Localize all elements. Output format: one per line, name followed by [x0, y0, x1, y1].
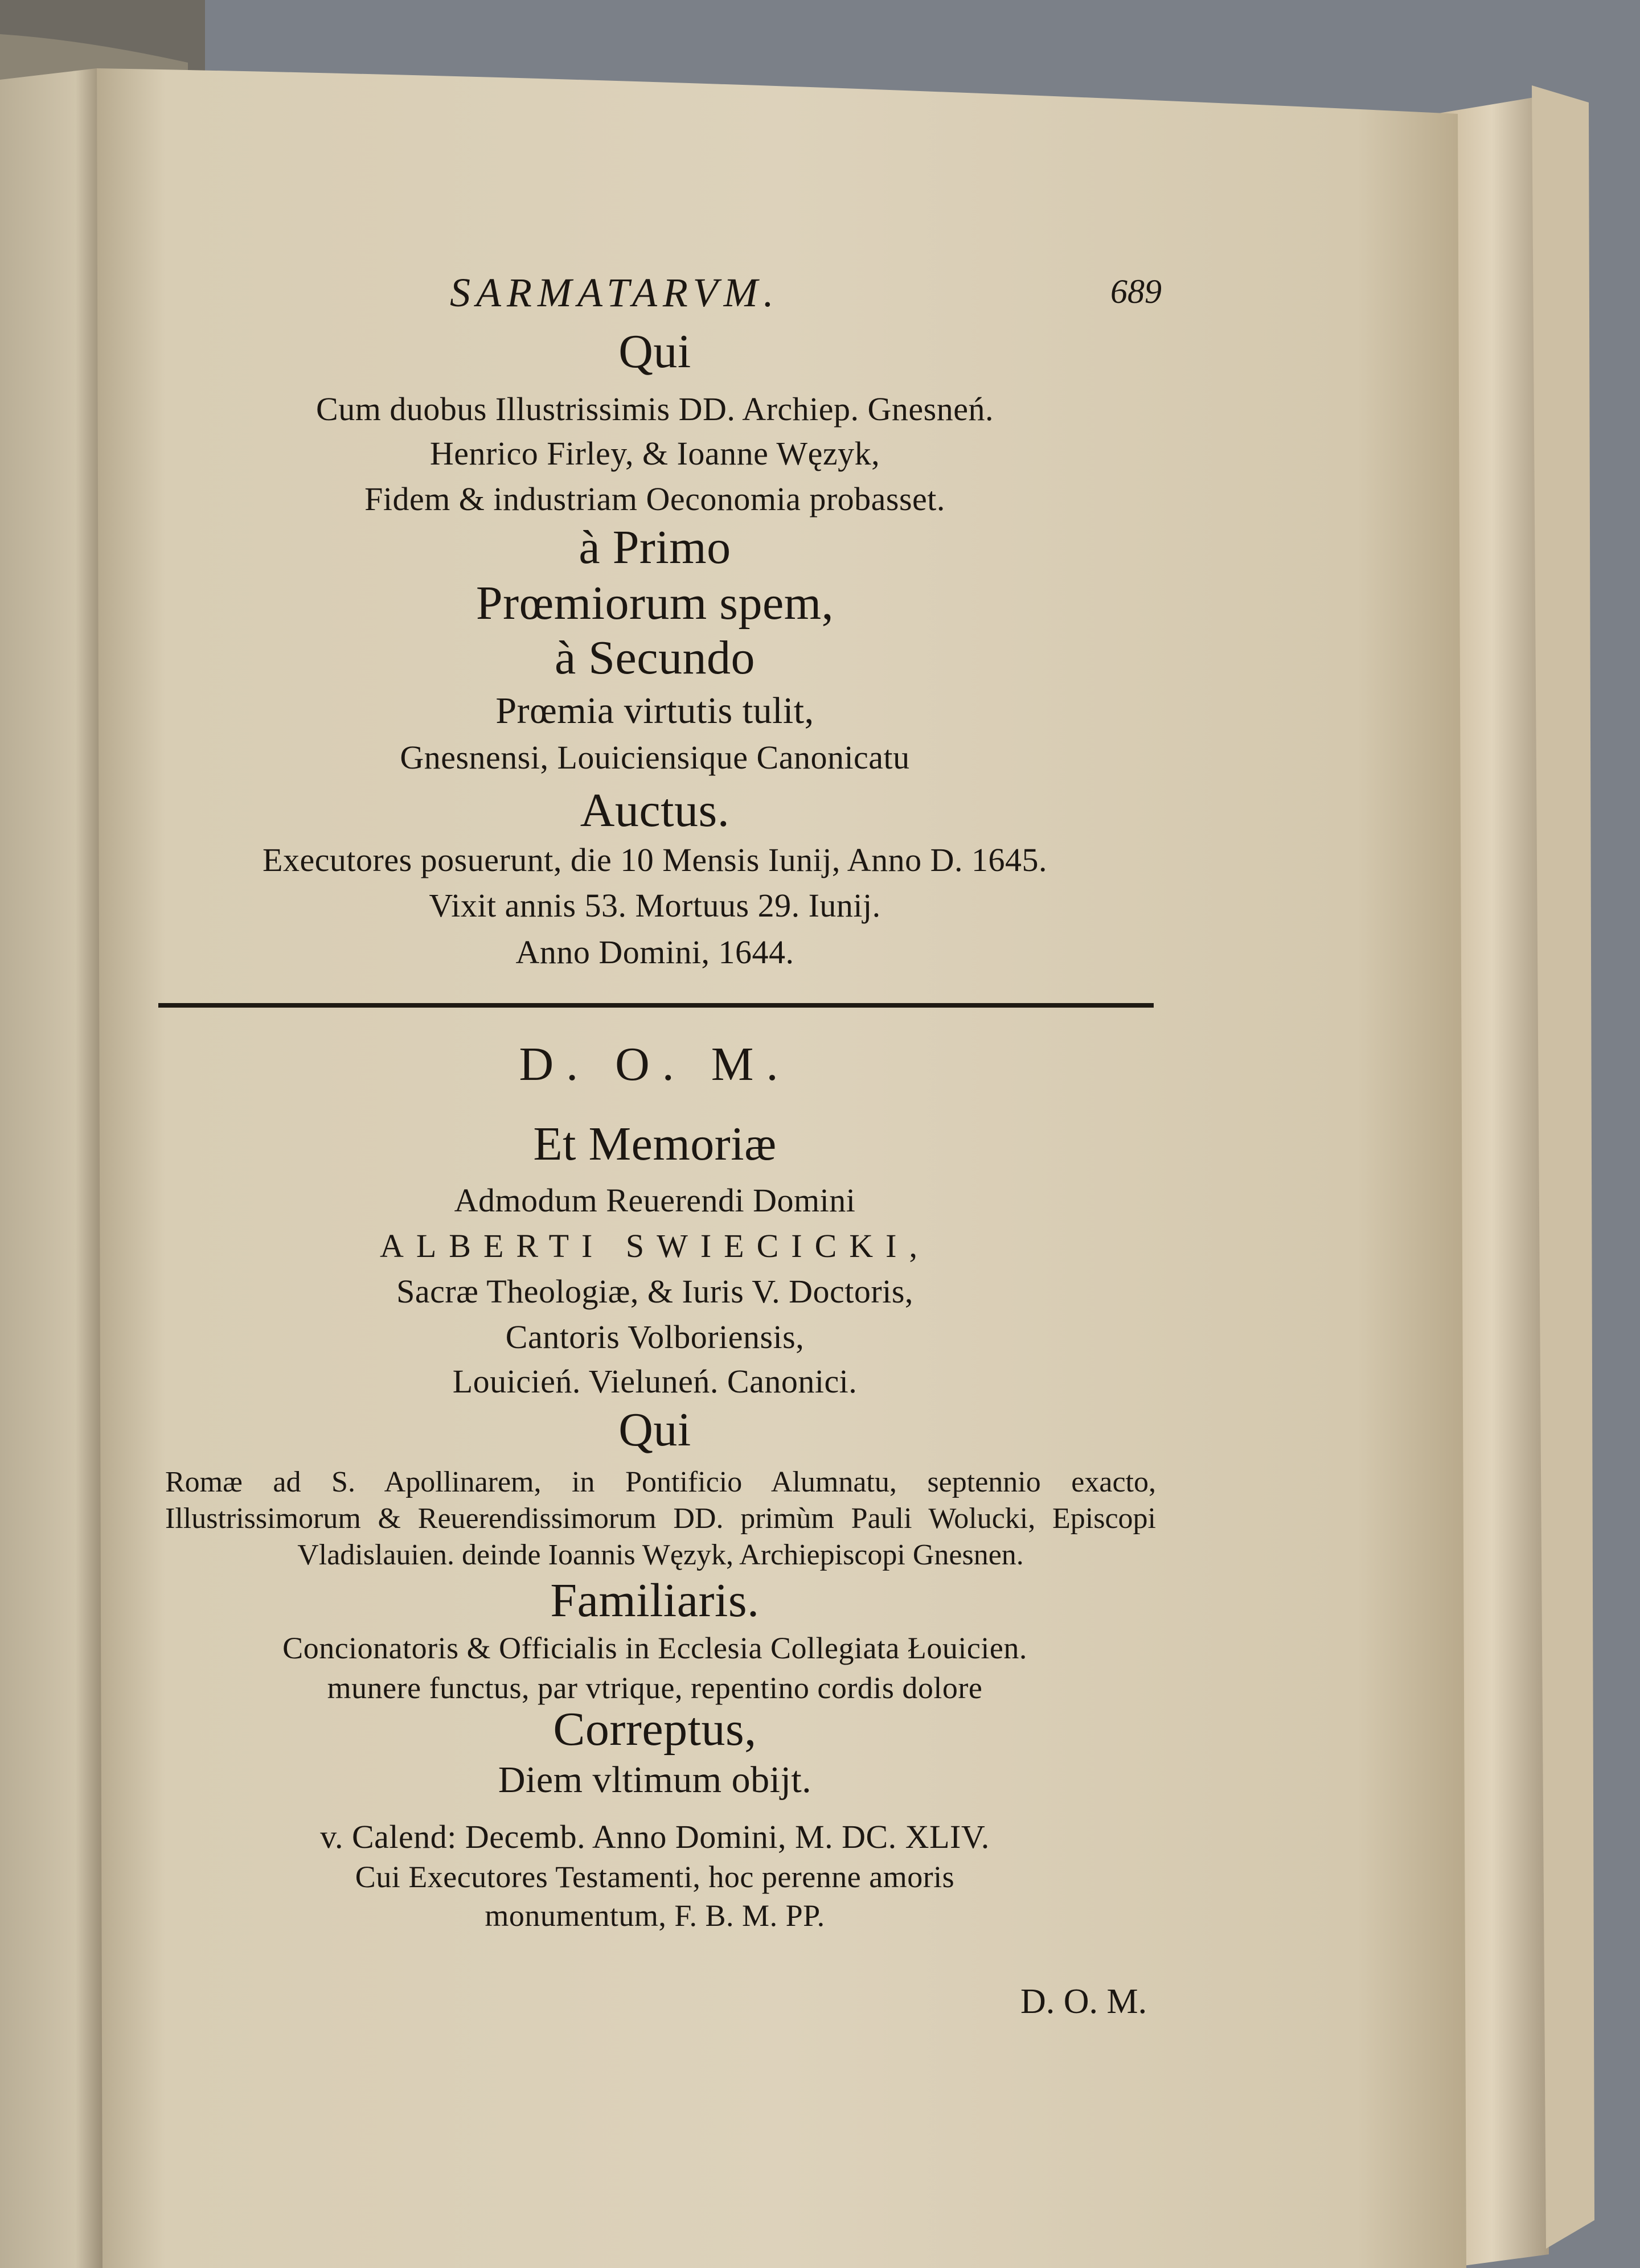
epitaph1-line: à Primo	[579, 521, 731, 574]
page-number: 689	[1110, 273, 1162, 310]
epitaph2-line: monumentum, F. B. M. PP.	[485, 1899, 825, 1933]
epitaph2-line: Sacræ Theologiæ, & Iuris V. Doctoris,	[396, 1273, 913, 1310]
epitaph1-line: Henrico Firley, & Ioanne Węzyk,	[429, 435, 880, 472]
epitaph1-line: Prœmia virtutis tulit,	[495, 690, 814, 732]
epitaph2-qui: Qui	[618, 1403, 691, 1456]
epitaph2-line: Concionatoris & Officialis in Ecclesia Collegiata Łouicien.	[282, 1631, 1027, 1665]
epitaph1-line: Cum duobus Illustrissimis DD. Archiep. Gnesneń.	[316, 391, 994, 428]
epitaph2-line: Louicień. Vieluneń. Canonici.	[452, 1363, 858, 1400]
epitaph2-paragraph: Romæ ad S. Apollinarem, in Pontificio Alumnatu, septennio exacto, Illustrissimorum & Reuerendissimorum DD. primùm Pauli Wolucki, Episcopi Vladislauien. deinde Ioannis Węzyk, Archiepiscopi Gnesnen.	[165, 1466, 1156, 1571]
epitaph2-line: Familiaris.	[550, 1574, 760, 1627]
epitaph2-line: Cantoris Volboriensis,	[505, 1318, 805, 1355]
epitaph2-name: ALBERTI SWIECICKI,	[379, 1227, 930, 1264]
epitaph1-line: Anno Domini, 1644.	[515, 934, 794, 971]
epitaph2-line: Correptus,	[553, 1703, 757, 1756]
epitaph2-line: Diem vltimum obijt.	[498, 1759, 812, 1801]
epitaph1-line: à Secundo	[554, 631, 756, 684]
epitaph2-line: Admodum Reuerendi Domini	[454, 1182, 856, 1219]
epitaph1-line: Fidem & industriam Oeconomia probasset.	[364, 480, 945, 517]
epitaph1-line: Prœmiorum spem,	[475, 577, 834, 630]
epitaph2-dom: D. O. M.	[519, 1038, 791, 1091]
epitaph1-line: Gnesnensi, Louiciensique Canonicatu	[400, 739, 910, 776]
epitaph2-line: munere functus, par vtrique, repentino cordis dolore	[327, 1671, 983, 1705]
running-title: SARMATARVM.	[450, 270, 780, 315]
epitaph1-qui: Qui	[618, 325, 691, 378]
epitaph1-line: Auctus.	[580, 784, 730, 837]
epitaph2-line: v. Calend: Decemb. Anno Domini, M. DC. XLIV.	[320, 1818, 990, 1855]
epitaph1-line: Executores posuerunt, die 10 Mensis Iunij, Anno D. 1645.	[263, 841, 1047, 878]
epitaph1-line: Vixit annis 53. Mortuus 29. Iunij.	[429, 887, 881, 924]
catchword: D. O. M.	[1020, 1982, 1147, 2021]
epitaph2-line: Et Memoriæ	[533, 1117, 777, 1170]
epitaph2-line: Cui Executores Testamenti, hoc perenne amoris	[355, 1860, 955, 1894]
